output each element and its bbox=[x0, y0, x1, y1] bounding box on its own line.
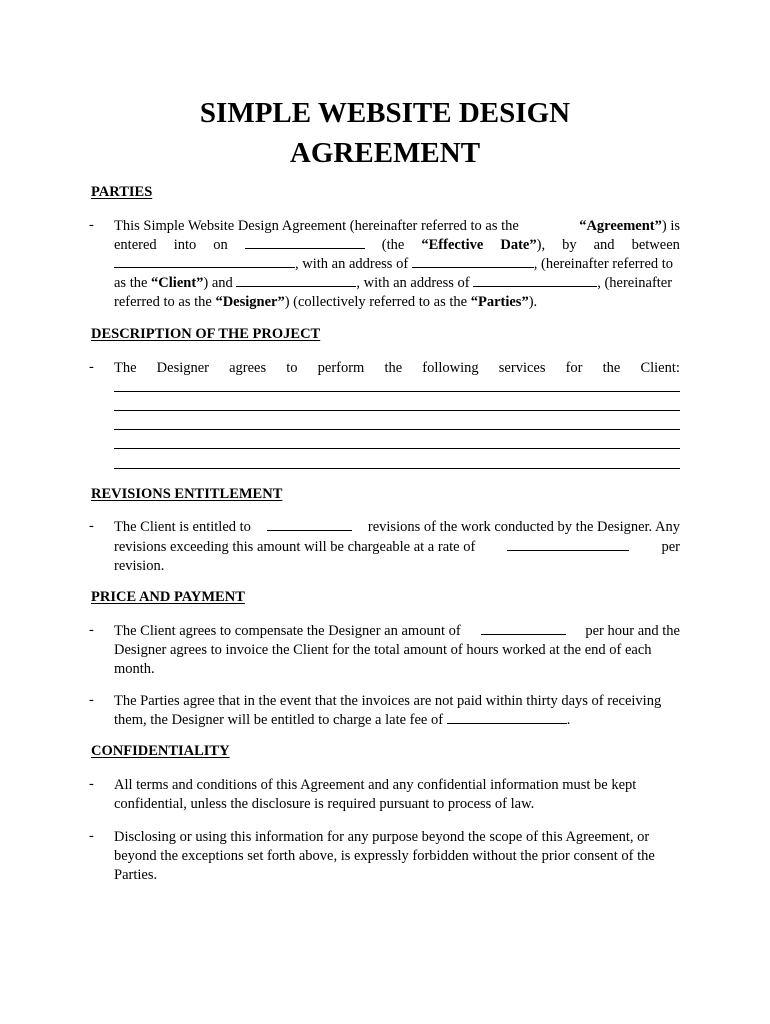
list-bullet: - bbox=[89, 359, 94, 375]
document-title-line-2: AGREEMENT bbox=[289, 137, 481, 169]
text: as the bbox=[114, 275, 148, 291]
price-p2-line-1: The Parties agree that in the event that the invoices are not paid within thirty days of receiving bbox=[114, 693, 662, 709]
text: on bbox=[213, 237, 228, 253]
text: the bbox=[602, 360, 621, 376]
designer-address-blank[interactable] bbox=[473, 274, 597, 287]
term-designer: “Designer” bbox=[215, 294, 285, 310]
text: The Client is entitled to bbox=[114, 519, 251, 535]
parties-line-2 bbox=[114, 236, 680, 255]
text: , with an address of bbox=[356, 275, 470, 291]
text: services bbox=[498, 360, 546, 376]
revisions-count-blank[interactable] bbox=[267, 518, 352, 531]
list-bullet: - bbox=[89, 622, 94, 638]
text: revisions exceeding this amount will be chargeable at a rate of bbox=[114, 539, 476, 555]
confidentiality-p2-line-1: Disclosing or using this information for any purpose beyond the scope of this Agreement, or bbox=[114, 829, 650, 845]
text: ) is bbox=[661, 218, 680, 234]
price-p1-line-1 bbox=[114, 622, 680, 641]
term-effective: “Effective bbox=[421, 237, 484, 253]
list-bullet: - bbox=[89, 692, 94, 708]
text: revisions of the work conducted by the Designer. Any bbox=[367, 519, 680, 535]
text: per hour and the bbox=[585, 623, 680, 639]
confidentiality-p1-line-2: confidential, unless the disclosure is required pursuant to process of law. bbox=[114, 796, 535, 812]
text: ) and bbox=[203, 275, 233, 291]
revision-rate-blank[interactable] bbox=[507, 538, 629, 551]
text: Designer bbox=[156, 360, 209, 376]
text: (the bbox=[381, 237, 405, 253]
confidentiality-p2-line-2: beyond the exceptions set forth above, is expressly forbidden without the prior consent of the bbox=[114, 848, 655, 864]
text: into bbox=[173, 237, 197, 253]
text: . bbox=[566, 712, 571, 728]
services-blank-line-1[interactable] bbox=[114, 391, 680, 392]
text: ). bbox=[528, 294, 538, 310]
text: the bbox=[384, 360, 403, 376]
term-client: “Client” bbox=[151, 275, 204, 291]
section-heading-price: PRICE AND PAYMENT bbox=[91, 589, 245, 605]
text: ) (collectively referred to as the bbox=[284, 294, 468, 310]
text: agrees bbox=[229, 360, 267, 376]
hourly-rate-blank[interactable] bbox=[481, 622, 566, 635]
text: referred to as the bbox=[114, 294, 212, 310]
text: and bbox=[593, 237, 615, 253]
price-p1-line-2: Designer agrees to invoice the Client for the total amount of hours worked at the end of each bbox=[114, 642, 652, 658]
revisions-line-3: revision. bbox=[114, 558, 165, 574]
text: , (hereinafter bbox=[597, 275, 673, 291]
section-heading-revisions: REVISIONS ENTITLEMENT bbox=[91, 486, 283, 502]
term-parties: “Parties” bbox=[470, 294, 529, 310]
parties-line-1 bbox=[114, 217, 680, 236]
parties-line-5 bbox=[114, 293, 680, 312]
parties-line-3 bbox=[114, 255, 680, 274]
text: by bbox=[562, 237, 577, 253]
text: ), bbox=[536, 237, 546, 253]
section-heading-confidentiality: CONFIDENTIALITY bbox=[91, 743, 230, 759]
services-blank-line-3[interactable] bbox=[114, 429, 680, 430]
list-bullet: - bbox=[89, 776, 94, 792]
text: them, the Designer will be entitled to charge a late fee of bbox=[114, 712, 444, 728]
text: The Client agrees to compensate the Designer an amount of bbox=[114, 623, 461, 639]
text: This Simple Website Design Agreement (hereinafter referred to as the bbox=[114, 218, 519, 234]
client-name-blank[interactable] bbox=[114, 255, 295, 268]
client-address-blank[interactable] bbox=[412, 255, 534, 268]
project-line-1 bbox=[114, 359, 680, 378]
text: , with an address of bbox=[295, 256, 409, 272]
text: for bbox=[565, 360, 583, 376]
document-title-line-1: SIMPLE WEBSITE DESIGN bbox=[199, 97, 571, 129]
confidentiality-p2-line-3: Parties. bbox=[114, 867, 158, 883]
term-date: Date” bbox=[500, 237, 537, 253]
text: perform bbox=[317, 360, 365, 376]
text: The bbox=[114, 360, 137, 376]
list-bullet: - bbox=[89, 518, 94, 534]
text: Client: bbox=[640, 360, 680, 376]
price-p1-line-3: month. bbox=[114, 661, 155, 677]
section-heading-parties: PARTIES bbox=[91, 184, 153, 200]
price-p2-line-2 bbox=[114, 711, 680, 730]
revisions-line-2 bbox=[114, 538, 680, 557]
services-blank-line-2[interactable] bbox=[114, 410, 680, 411]
section-heading-project: DESCRIPTION OF THE PROJECT bbox=[91, 326, 321, 342]
list-bullet: - bbox=[89, 828, 94, 844]
effective-date-blank[interactable] bbox=[245, 236, 365, 249]
text: following bbox=[422, 360, 479, 376]
services-blank-line-4[interactable] bbox=[114, 448, 680, 449]
term-agreement: “Agreement” bbox=[579, 218, 662, 234]
revisions-line-1 bbox=[114, 518, 680, 537]
confidentiality-p1-line-1: All terms and conditions of this Agreement and any confidential information must be kept bbox=[114, 777, 637, 793]
text: to bbox=[286, 360, 298, 376]
late-fee-blank[interactable] bbox=[447, 711, 567, 724]
designer-name-blank[interactable] bbox=[236, 274, 356, 287]
services-blank-line-5[interactable] bbox=[114, 468, 680, 469]
list-bullet: - bbox=[89, 217, 94, 233]
text: between bbox=[631, 237, 680, 253]
text: entered bbox=[114, 237, 157, 253]
parties-line-4 bbox=[114, 274, 680, 293]
text: per bbox=[661, 539, 680, 555]
text: , (hereinafter referred to bbox=[533, 256, 674, 272]
